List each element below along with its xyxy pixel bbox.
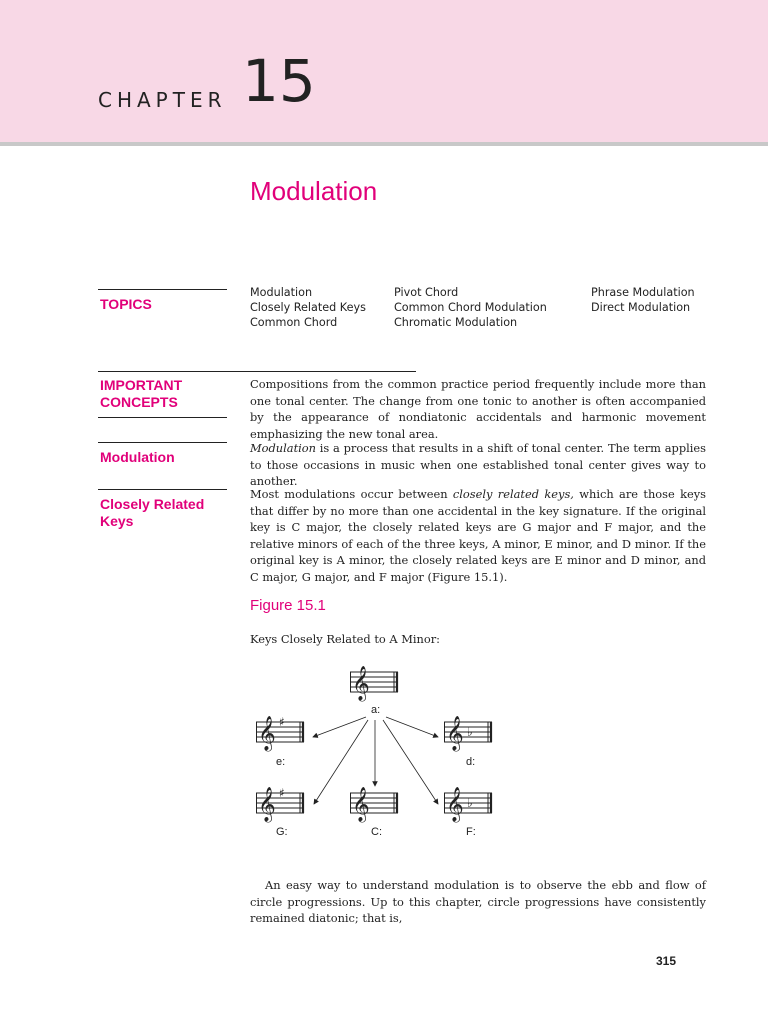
topic-item: Closely Related Keys <box>250 301 366 314</box>
chapter-number: 15 <box>242 47 316 115</box>
treble-clef-icon: 𝄞 <box>258 716 276 751</box>
staff-e-minor <box>256 715 304 752</box>
closing-paragraph: An easy way to understand modulation is to observe the ebb and flow of circle progressions. Up to this chapter, circle progressions have consistently remained diatonic; that is, <box>250 878 706 925</box>
topic-item: Pivot Chord <box>394 286 459 299</box>
topic-item: Phrase Modulation <box>591 286 695 299</box>
arrow-to-d-minor <box>386 717 438 737</box>
treble-clef-icon: 𝄞 <box>258 787 276 822</box>
topics-column-2 <box>394 285 547 330</box>
modulation-heading: Modulation <box>100 449 175 465</box>
modulation-rule <box>98 442 227 443</box>
modulation-paragraph <box>250 440 706 490</box>
key-label-g-major: G: <box>276 826 288 838</box>
staff-g-major <box>256 786 304 823</box>
topic-item: Chromatic Modulation <box>394 316 518 329</box>
topics-column-1 <box>250 285 366 330</box>
key-label-d-minor: d: <box>466 756 476 768</box>
flat-icon: ♭ <box>467 796 473 810</box>
concepts-rule-top <box>98 371 416 372</box>
page-title: Modulation <box>250 176 378 206</box>
chapter-label: CHAPTER <box>98 88 227 112</box>
figure-label: Figure 15.1 <box>250 597 326 614</box>
staff-d-minor <box>444 716 492 752</box>
arrow-to-e-minor <box>313 717 366 737</box>
closely-related-heading-line: Closely Related <box>100 496 205 512</box>
arrow-to-f-major <box>383 720 438 804</box>
key-label-c-major: C: <box>371 826 382 838</box>
important-concepts-paragraph: Compositions from the common practice period frequently include more than one tonal center. The change from one tonic to another is often accompanied by the appearance of nondiatonic accidentals and harmonic movement emphasizing the new tonal area. <box>250 377 706 441</box>
topics-heading: TOPICS <box>100 296 152 312</box>
closely-related-rule <box>98 489 227 490</box>
topics-rule <box>98 289 227 290</box>
topics-column-3 <box>591 285 695 315</box>
treble-clef-icon: 𝄞 <box>352 787 370 822</box>
sharp-icon: ♯ <box>279 786 285 800</box>
key-label-f-major: F: <box>466 826 476 838</box>
important-concepts-heading <box>100 377 182 411</box>
modulation-term: Modulation <box>250 441 316 455</box>
page-number: 315 <box>656 954 677 968</box>
topic-item: Modulation <box>250 286 313 299</box>
closely-related-text-after: which are those keys that differ by no more than one accidental in the key signature. If the original key is C major, the closely related keys are G major and F major, and the relative minors of each of the three keys, A minor, E minor, and D minor. If the original key is A minor, the closely related keys are E minor and D minor, and C major, G major, and F major (Figure 15.1). <box>250 487 706 584</box>
staff-c-major <box>350 787 398 823</box>
key-label-a-minor: a: <box>371 704 381 716</box>
flat-icon: ♭ <box>467 725 473 739</box>
chapter-header-band <box>0 0 768 142</box>
topic-item: Common Chord Modulation <box>394 301 547 314</box>
concepts-heading-line: CONCEPTS <box>100 394 178 410</box>
closely-related-paragraph <box>250 486 706 585</box>
keys-heading-line: Keys <box>100 513 134 529</box>
treble-clef-icon: 𝄞 <box>352 666 370 701</box>
staff-f-major <box>444 787 492 823</box>
treble-clef-icon: 𝄞 <box>446 716 464 751</box>
figure-caption: Keys Closely Related to A Minor: <box>250 632 441 646</box>
header-divider <box>0 142 768 146</box>
sharp-icon: ♯ <box>279 715 285 729</box>
modulation-text: is a process that results in a shift of tonal center. The term applies to those occasions in music when one established tonal center gives way to another. <box>250 441 706 488</box>
closely-related-heading <box>100 496 204 530</box>
treble-clef-icon: 𝄞 <box>446 787 464 822</box>
concepts-rule-bottom <box>98 417 227 418</box>
important-heading-line: IMPORTANT <box>100 377 183 393</box>
closely-related-term: closely related keys, <box>452 487 574 501</box>
staff-a-minor <box>350 666 398 702</box>
closely-related-text-before: Most modulations occur between <box>250 487 453 501</box>
topic-item: Direct Modulation <box>591 301 691 314</box>
topic-item: Common Chord <box>250 316 338 329</box>
closely-related-keys-diagram <box>246 660 516 850</box>
key-label-e-minor: e: <box>276 756 286 768</box>
